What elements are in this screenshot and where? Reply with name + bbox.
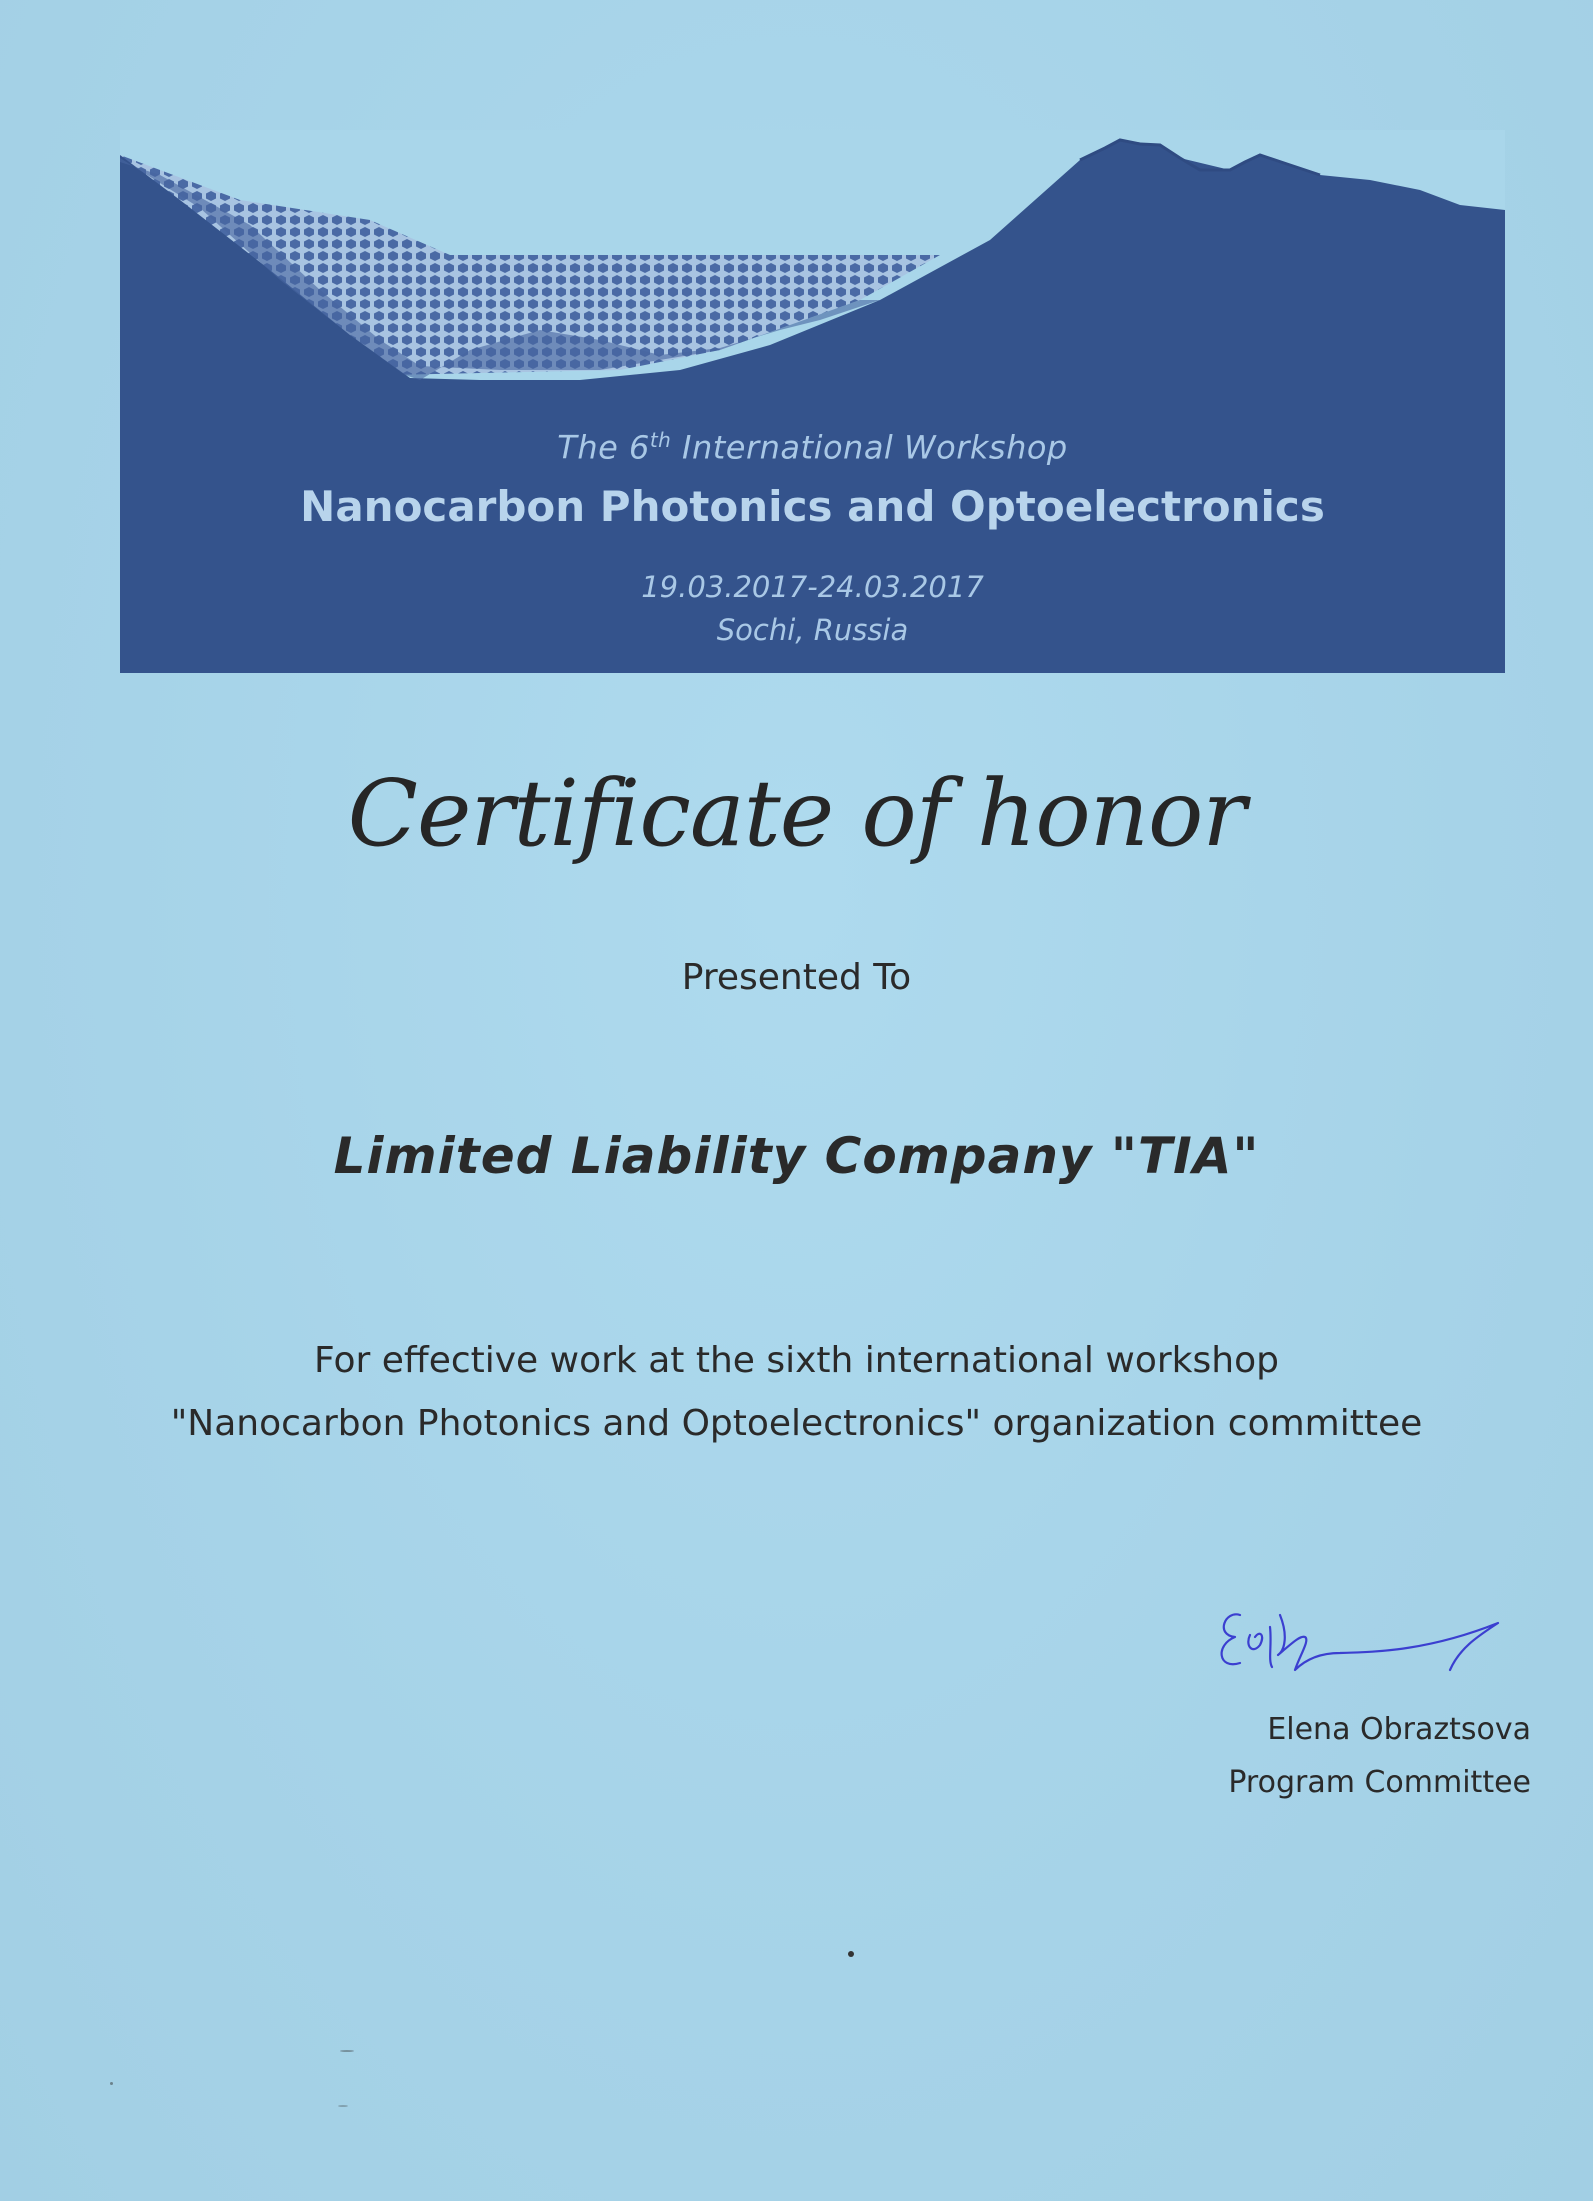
certificate-title: Certificate of honor [347, 760, 1246, 867]
handwritten-signature [1210, 1575, 1510, 1715]
reason-line-2: "Nanocarbon Photonics and Optoelectronics" organization committee [170, 1403, 1423, 1444]
subtitle-ordinal: th [649, 428, 672, 452]
recipient-name: Limited Liability Company "TIA" [333, 1127, 1260, 1185]
subtitle-prefix: The 6 [557, 428, 650, 467]
paper-speck [340, 2050, 354, 2052]
reason-line-1: For effective work at the sixth international workshop [314, 1340, 1279, 1381]
paper-speck [338, 2105, 348, 2107]
subtitle-suffix: International Workshop [671, 428, 1068, 467]
workshop-subtitle [120, 428, 1505, 467]
paper-speck [110, 2082, 113, 2085]
workshop-banner [120, 130, 1505, 673]
paper-speck [848, 1951, 854, 1957]
signer-name: Elena Obraztsova [1267, 1712, 1531, 1747]
signer-role: Program Committee [1228, 1765, 1531, 1800]
workshop-location: Sochi, Russia [716, 613, 909, 647]
workshop-title: Nanocarbon Photonics and Optoelectronics [300, 482, 1325, 531]
workshop-dates: 19.03.2017-24.03.2017 [641, 570, 984, 604]
presented-to-label: Presented To [681, 957, 912, 998]
